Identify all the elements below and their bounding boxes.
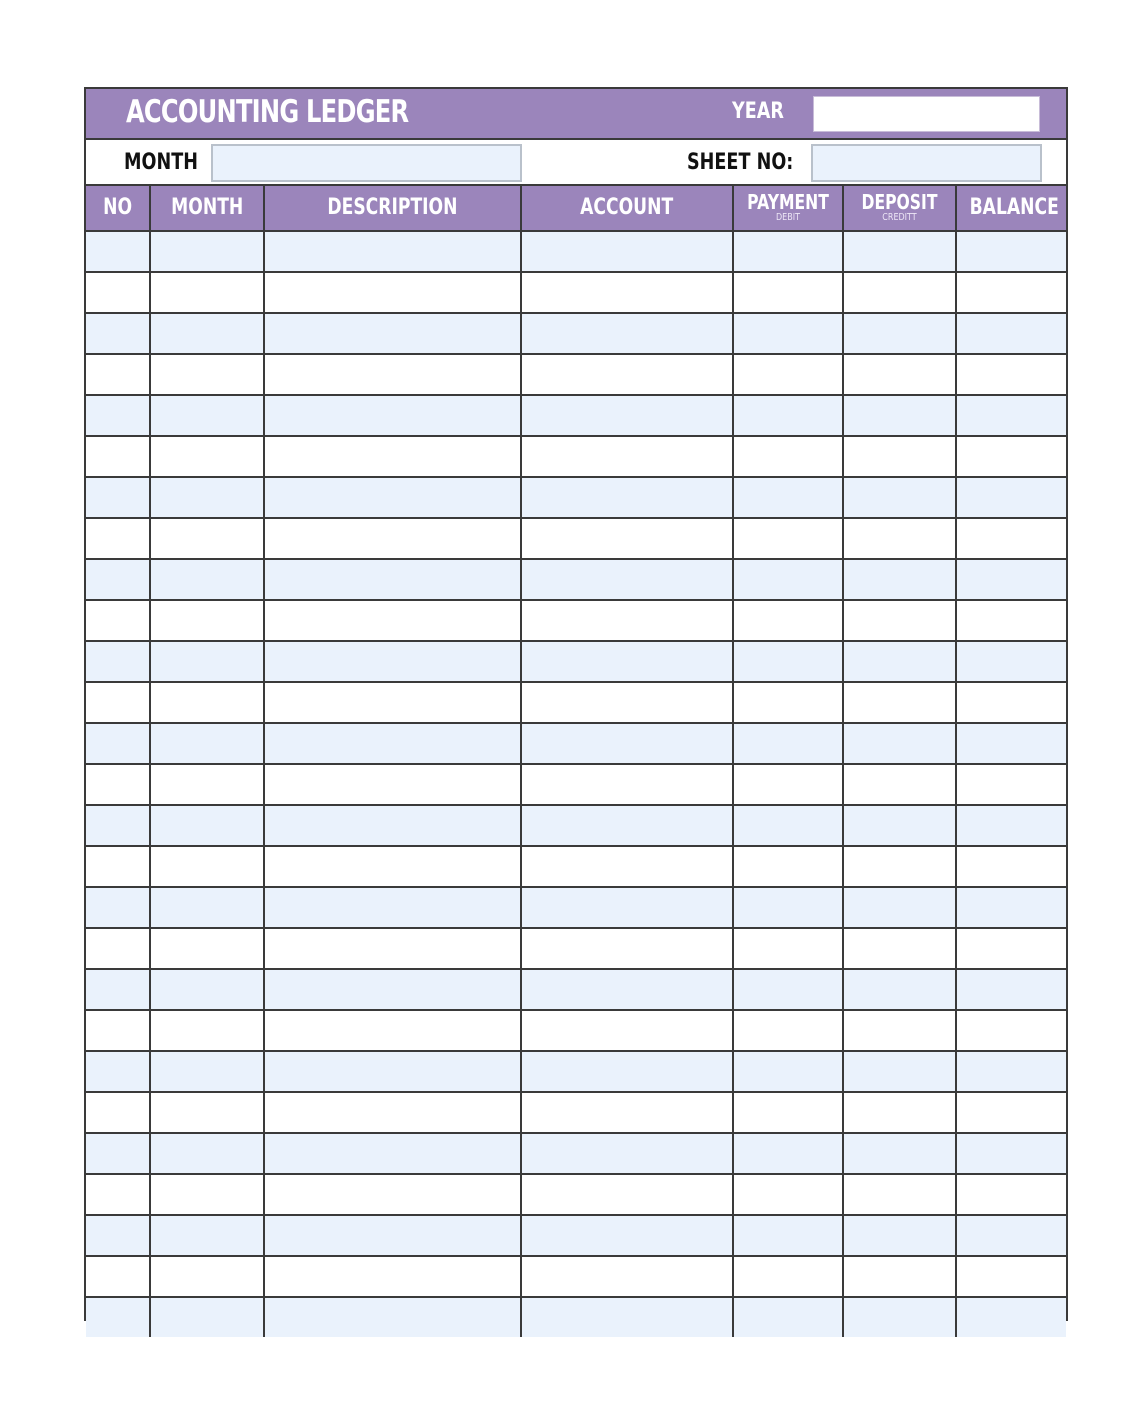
- cell-payment[interactable]: [733, 1010, 843, 1051]
- cell-month[interactable]: [150, 887, 264, 928]
- cell-payment[interactable]: [733, 231, 843, 272]
- table-row: [86, 764, 1066, 805]
- cell-no[interactable]: [86, 682, 150, 723]
- cell-description[interactable]: [264, 1092, 521, 1133]
- cell-no[interactable]: [86, 1174, 150, 1215]
- table-row: [86, 1010, 1066, 1051]
- cell-description[interactable]: [264, 928, 521, 969]
- cell-account[interactable]: [521, 764, 733, 805]
- cell-month[interactable]: [150, 682, 264, 723]
- cell-description[interactable]: [264, 805, 521, 846]
- cell-account[interactable]: [521, 1133, 733, 1174]
- table-row: [86, 395, 1066, 436]
- cell-description[interactable]: [264, 313, 521, 354]
- cell-no[interactable]: [86, 1133, 150, 1174]
- cell-month[interactable]: [150, 600, 264, 641]
- cell-no[interactable]: [86, 1215, 150, 1256]
- cell-month[interactable]: [150, 846, 264, 887]
- table-row: [86, 436, 1066, 477]
- cell-description[interactable]: [264, 1174, 521, 1215]
- cell-account[interactable]: [521, 1256, 733, 1297]
- cell-account[interactable]: [521, 354, 733, 395]
- cell-description[interactable]: [264, 354, 521, 395]
- cell-balance[interactable]: [956, 272, 1066, 313]
- column-header-deposit: [843, 186, 956, 231]
- cell-month[interactable]: [150, 1215, 264, 1256]
- year-label: YEAR: [732, 99, 784, 124]
- table-row: [86, 682, 1066, 723]
- table-row: [86, 928, 1066, 969]
- cell-balance[interactable]: [956, 928, 1066, 969]
- cell-month[interactable]: [150, 805, 264, 846]
- cell-description[interactable]: [264, 682, 521, 723]
- cell-deposit[interactable]: [843, 518, 956, 559]
- cell-description[interactable]: [264, 231, 521, 272]
- table-header-row: [86, 186, 1066, 231]
- table-row: [86, 354, 1066, 395]
- table-row: [86, 1092, 1066, 1133]
- cell-month[interactable]: [150, 1256, 264, 1297]
- table-row: [86, 1051, 1066, 1092]
- cell-month[interactable]: [150, 764, 264, 805]
- cell-description[interactable]: [264, 1256, 521, 1297]
- cell-account[interactable]: [521, 1297, 733, 1337]
- ledger-sheet: [84, 87, 1068, 1321]
- cell-deposit[interactable]: [843, 682, 956, 723]
- cell-balance[interactable]: [956, 1010, 1066, 1051]
- cell-deposit[interactable]: [843, 477, 956, 518]
- cell-balance[interactable]: [956, 805, 1066, 846]
- cell-month[interactable]: [150, 477, 264, 518]
- cell-deposit[interactable]: [843, 641, 956, 682]
- cell-payment[interactable]: [733, 928, 843, 969]
- cell-month[interactable]: [150, 1133, 264, 1174]
- cell-payment[interactable]: [733, 354, 843, 395]
- cell-deposit[interactable]: [843, 928, 956, 969]
- cell-balance[interactable]: [956, 518, 1066, 559]
- cell-deposit[interactable]: [843, 723, 956, 764]
- cell-account[interactable]: [521, 1010, 733, 1051]
- cell-payment[interactable]: [733, 764, 843, 805]
- cell-payment[interactable]: [733, 272, 843, 313]
- cell-balance[interactable]: [956, 1133, 1066, 1174]
- cell-balance[interactable]: [956, 969, 1066, 1010]
- cell-deposit[interactable]: [843, 395, 956, 436]
- column-header-account-label: ACCOUNT: [580, 195, 674, 220]
- cell-month[interactable]: [150, 1174, 264, 1215]
- column-header-month-label: MONTH: [170, 195, 244, 220]
- cell-balance[interactable]: [956, 887, 1066, 928]
- cell-description[interactable]: [264, 559, 521, 600]
- month-label: MONTH: [124, 150, 198, 175]
- column-header-payment-sublabel: DEBIT: [776, 212, 800, 223]
- cell-payment[interactable]: [733, 1215, 843, 1256]
- cell-no[interactable]: [86, 1297, 150, 1337]
- cell-description[interactable]: [264, 272, 521, 313]
- cell-deposit[interactable]: [843, 559, 956, 600]
- cell-account[interactable]: [521, 272, 733, 313]
- cell-no[interactable]: [86, 436, 150, 477]
- table-row: [86, 969, 1066, 1010]
- cell-no[interactable]: [86, 272, 150, 313]
- cell-account[interactable]: [521, 846, 733, 887]
- cell-month[interactable]: [150, 272, 264, 313]
- cell-no[interactable]: [86, 641, 150, 682]
- cell-payment[interactable]: [733, 641, 843, 682]
- cell-payment[interactable]: [733, 805, 843, 846]
- cell-no[interactable]: [86, 887, 150, 928]
- table-row: [86, 1256, 1066, 1297]
- cell-no[interactable]: [86, 231, 150, 272]
- cell-month[interactable]: [150, 395, 264, 436]
- cell-deposit[interactable]: [843, 887, 956, 928]
- cell-account[interactable]: [521, 928, 733, 969]
- cell-description[interactable]: [264, 518, 521, 559]
- cell-deposit[interactable]: [843, 436, 956, 477]
- table-row: [86, 1215, 1066, 1256]
- cell-description[interactable]: [264, 887, 521, 928]
- cell-deposit[interactable]: [843, 1256, 956, 1297]
- cell-month[interactable]: [150, 723, 264, 764]
- cell-no[interactable]: [86, 969, 150, 1010]
- column-header-deposit-label: DEPOSIT: [861, 190, 938, 214]
- cell-balance[interactable]: [956, 436, 1066, 477]
- cell-description[interactable]: [264, 436, 521, 477]
- cell-no[interactable]: [86, 600, 150, 641]
- cell-account[interactable]: [521, 231, 733, 272]
- cell-deposit[interactable]: [843, 1133, 956, 1174]
- cell-payment[interactable]: [733, 846, 843, 887]
- page-title: ACCOUNTING LEDGER: [126, 94, 409, 130]
- cell-month[interactable]: [150, 313, 264, 354]
- cell-description[interactable]: [264, 969, 521, 1010]
- cell-no[interactable]: [86, 1256, 150, 1297]
- cell-month[interactable]: [150, 641, 264, 682]
- table-row: [86, 1133, 1066, 1174]
- cell-deposit[interactable]: [843, 846, 956, 887]
- cell-payment[interactable]: [733, 395, 843, 436]
- cell-payment[interactable]: [733, 887, 843, 928]
- cell-month[interactable]: [150, 354, 264, 395]
- cell-balance[interactable]: [956, 846, 1066, 887]
- table-row: [86, 723, 1066, 764]
- cell-description[interactable]: [264, 1297, 521, 1337]
- cell-balance[interactable]: [956, 231, 1066, 272]
- cell-month[interactable]: [150, 436, 264, 477]
- cell-payment[interactable]: [733, 518, 843, 559]
- cell-deposit[interactable]: [843, 1010, 956, 1051]
- cell-payment[interactable]: [733, 600, 843, 641]
- cell-payment[interactable]: [733, 1297, 843, 1337]
- cell-balance[interactable]: [956, 764, 1066, 805]
- column-header-account: [521, 186, 733, 231]
- cell-no[interactable]: [86, 1092, 150, 1133]
- cell-month[interactable]: [150, 928, 264, 969]
- cell-month[interactable]: [150, 1010, 264, 1051]
- cell-account[interactable]: [521, 477, 733, 518]
- cell-no[interactable]: [86, 477, 150, 518]
- column-header-deposit-sublabel: CREDITT: [882, 212, 917, 223]
- table-row: [86, 1174, 1066, 1215]
- cell-payment[interactable]: [733, 559, 843, 600]
- cell-no[interactable]: [86, 1051, 150, 1092]
- cell-account[interactable]: [521, 1174, 733, 1215]
- cell-description[interactable]: [264, 1051, 521, 1092]
- cell-payment[interactable]: [733, 1133, 843, 1174]
- column-header-description-label: DESCRIPTION: [327, 195, 458, 220]
- cell-deposit[interactable]: [843, 231, 956, 272]
- column-header-month: [150, 186, 264, 231]
- cell-balance[interactable]: [956, 354, 1066, 395]
- cell-payment[interactable]: [733, 1051, 843, 1092]
- cell-month[interactable]: [150, 518, 264, 559]
- sheet-no-label: SHEET NO:: [687, 150, 794, 175]
- cell-payment[interactable]: [733, 723, 843, 764]
- cell-deposit[interactable]: [843, 1174, 956, 1215]
- cell-description[interactable]: [264, 1215, 521, 1256]
- cell-deposit[interactable]: [843, 313, 956, 354]
- cell-no[interactable]: [86, 805, 150, 846]
- cell-description[interactable]: [264, 1133, 521, 1174]
- cell-balance[interactable]: [956, 559, 1066, 600]
- cell-deposit[interactable]: [843, 764, 956, 805]
- cell-account[interactable]: [521, 1215, 733, 1256]
- cell-description[interactable]: [264, 477, 521, 518]
- table-row: [86, 477, 1066, 518]
- cell-account[interactable]: [521, 682, 733, 723]
- cell-balance[interactable]: [956, 313, 1066, 354]
- cell-description[interactable]: [264, 764, 521, 805]
- cell-no[interactable]: [86, 354, 150, 395]
- cell-payment[interactable]: [733, 313, 843, 354]
- cell-balance[interactable]: [956, 600, 1066, 641]
- cell-account[interactable]: [521, 436, 733, 477]
- cell-balance[interactable]: [956, 395, 1066, 436]
- table-row: [86, 600, 1066, 641]
- cell-deposit[interactable]: [843, 600, 956, 641]
- table-row: [86, 1297, 1066, 1337]
- table-row: [86, 641, 1066, 682]
- cell-deposit[interactable]: [843, 805, 956, 846]
- cell-no[interactable]: [86, 723, 150, 764]
- cell-balance[interactable]: [956, 1215, 1066, 1256]
- cell-description[interactable]: [264, 723, 521, 764]
- cell-account[interactable]: [521, 723, 733, 764]
- column-header-no-label: NO: [103, 195, 132, 220]
- cell-deposit[interactable]: [843, 969, 956, 1010]
- sheet-no-field[interactable]: [811, 144, 1042, 182]
- cell-account[interactable]: [521, 395, 733, 436]
- cell-deposit[interactable]: [843, 1297, 956, 1337]
- cell-no[interactable]: [86, 313, 150, 354]
- table-row: [86, 805, 1066, 846]
- column-header-description: [264, 186, 521, 231]
- cell-balance[interactable]: [956, 1051, 1066, 1092]
- cell-payment[interactable]: [733, 1256, 843, 1297]
- cell-no[interactable]: [86, 559, 150, 600]
- column-header-no: [86, 186, 150, 231]
- ledger-table: [86, 186, 1066, 1337]
- cell-description[interactable]: [264, 395, 521, 436]
- ledger-table-wrap: [86, 186, 1066, 1337]
- table-row: [86, 272, 1066, 313]
- cell-payment[interactable]: [733, 477, 843, 518]
- cell-balance[interactable]: [956, 682, 1066, 723]
- title-bar: [86, 89, 1066, 140]
- cell-account[interactable]: [521, 559, 733, 600]
- info-row: [86, 140, 1066, 186]
- cell-deposit[interactable]: [843, 1092, 956, 1133]
- cell-description[interactable]: [264, 846, 521, 887]
- cell-account[interactable]: [521, 1092, 733, 1133]
- cell-description[interactable]: [264, 1010, 521, 1051]
- cell-balance[interactable]: [956, 1256, 1066, 1297]
- table-row: [86, 559, 1066, 600]
- cell-balance[interactable]: [956, 477, 1066, 518]
- cell-no[interactable]: [86, 1010, 150, 1051]
- cell-payment[interactable]: [733, 1174, 843, 1215]
- cell-month[interactable]: [150, 1297, 264, 1337]
- table-row: [86, 518, 1066, 559]
- cell-payment[interactable]: [733, 682, 843, 723]
- cell-no[interactable]: [86, 846, 150, 887]
- cell-deposit[interactable]: [843, 1215, 956, 1256]
- table-row: [86, 846, 1066, 887]
- cell-payment[interactable]: [733, 436, 843, 477]
- cell-no[interactable]: [86, 764, 150, 805]
- year-field[interactable]: [813, 96, 1040, 132]
- cell-payment[interactable]: [733, 969, 843, 1010]
- cell-account[interactable]: [521, 805, 733, 846]
- cell-no[interactable]: [86, 928, 150, 969]
- column-header-balance: [956, 186, 1066, 231]
- cell-balance[interactable]: [956, 723, 1066, 764]
- cell-account[interactable]: [521, 1051, 733, 1092]
- cell-account[interactable]: [521, 641, 733, 682]
- month-field[interactable]: [211, 144, 522, 182]
- cell-month[interactable]: [150, 1051, 264, 1092]
- cell-no[interactable]: [86, 518, 150, 559]
- cell-month[interactable]: [150, 559, 264, 600]
- column-header-payment: [733, 186, 843, 231]
- cell-description[interactable]: [264, 600, 521, 641]
- cell-account[interactable]: [521, 600, 733, 641]
- cell-deposit[interactable]: [843, 272, 956, 313]
- cell-month[interactable]: [150, 1092, 264, 1133]
- column-header-payment-label: PAYMENT: [747, 190, 829, 214]
- cell-balance[interactable]: [956, 641, 1066, 682]
- table-row: [86, 313, 1066, 354]
- cell-account[interactable]: [521, 969, 733, 1010]
- cell-deposit[interactable]: [843, 354, 956, 395]
- cell-balance[interactable]: [956, 1092, 1066, 1133]
- cell-account[interactable]: [521, 887, 733, 928]
- cell-no[interactable]: [86, 395, 150, 436]
- cell-balance[interactable]: [956, 1297, 1066, 1337]
- cell-balance[interactable]: [956, 1174, 1066, 1215]
- cell-deposit[interactable]: [843, 1051, 956, 1092]
- table-row: [86, 887, 1066, 928]
- table-row: [86, 231, 1066, 272]
- cell-account[interactable]: [521, 313, 733, 354]
- column-header-balance-label: BALANCE: [969, 195, 1059, 220]
- cell-month[interactable]: [150, 231, 264, 272]
- cell-account[interactable]: [521, 518, 733, 559]
- cell-month[interactable]: [150, 969, 264, 1010]
- ledger-body: [86, 231, 1066, 1337]
- cell-payment[interactable]: [733, 1092, 843, 1133]
- cell-description[interactable]: [264, 641, 521, 682]
